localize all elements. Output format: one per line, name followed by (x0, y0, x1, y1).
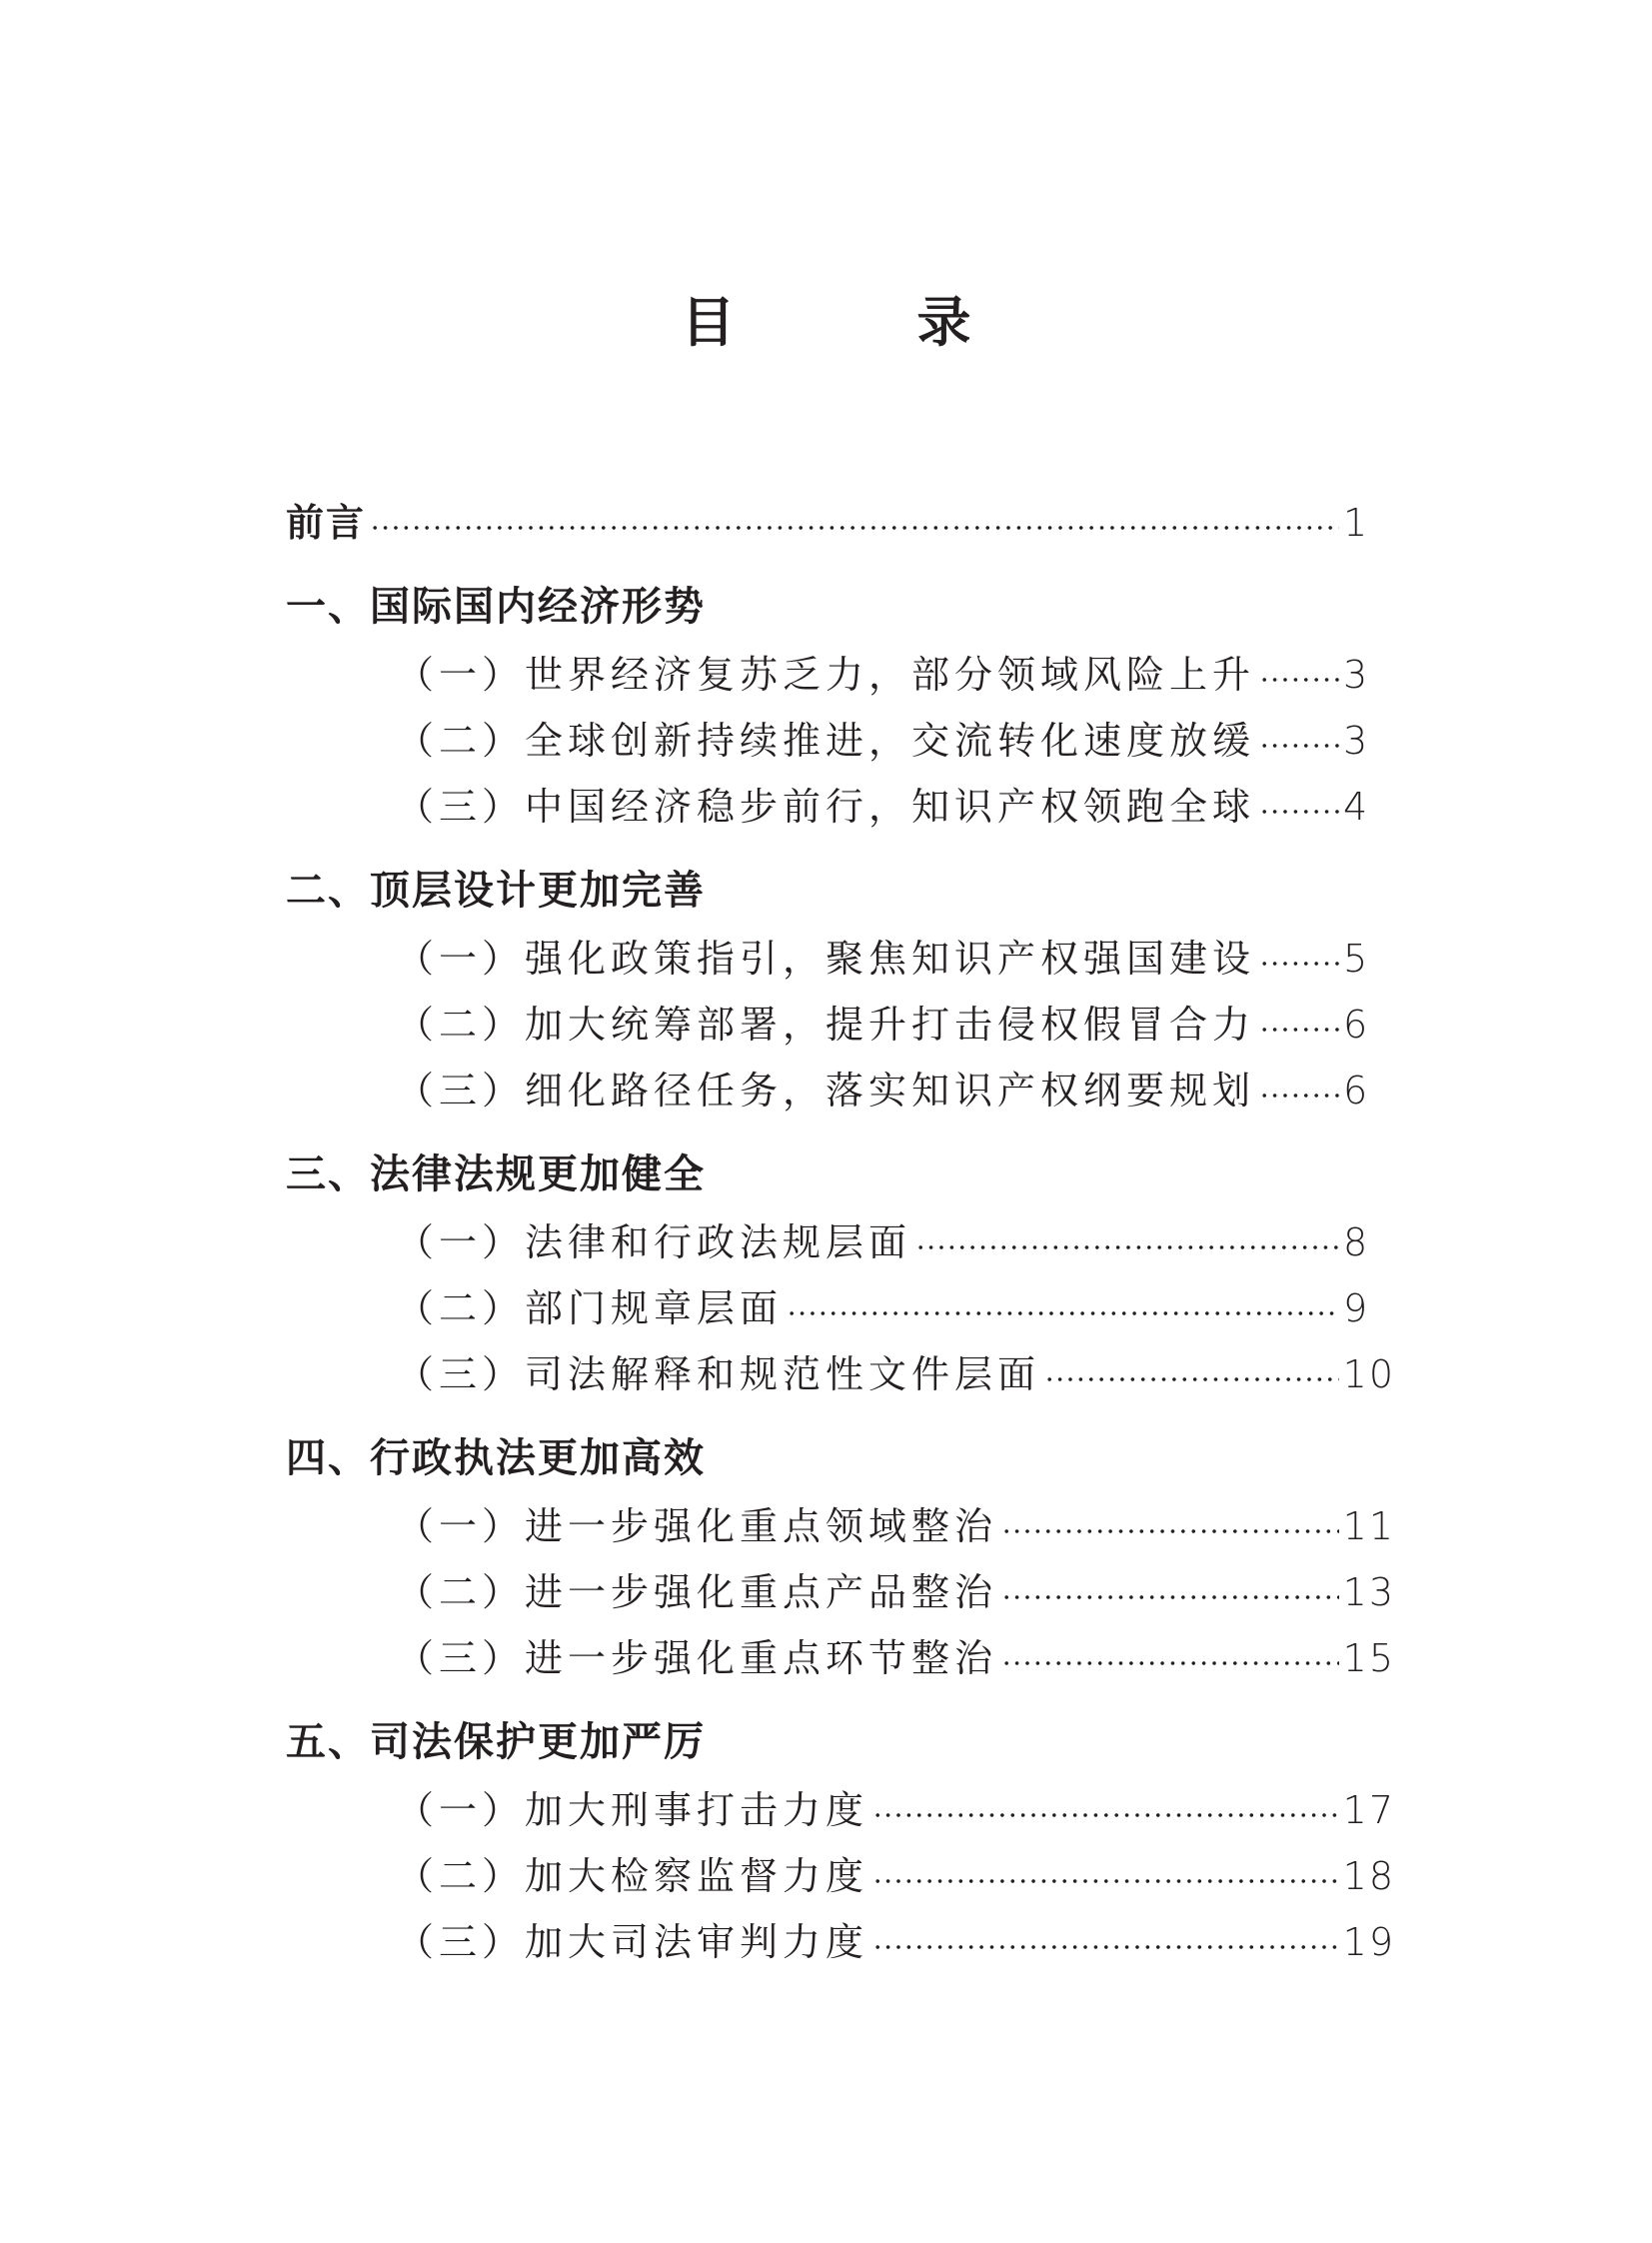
dot-leader (872, 1810, 1339, 1820)
toc-entry[interactable] (286, 1209, 1395, 1275)
toc-section-heading[interactable]: 四、行政执法更加高效 (286, 1435, 706, 1481)
toc-entry-preface[interactable] (286, 490, 1395, 556)
toc-page-number: 6 (1343, 1003, 1370, 1047)
toc-page-number: 6 (1343, 1069, 1370, 1113)
toc-page-number: 10 (1342, 1352, 1395, 1396)
toc-entry-label: （三）中国经济稳步前行，知识产权领跑全球 (396, 785, 1256, 829)
dot-leader (370, 523, 1339, 533)
toc-entry[interactable] (286, 1909, 1395, 1975)
dot-leader (1259, 807, 1339, 817)
toc-entry-label: （一）强化政策指引，聚焦知识产权强国建设 (396, 937, 1256, 981)
toc-entry[interactable] (286, 1559, 1395, 1625)
dot-leader (915, 1242, 1339, 1252)
toc-page-number: 5 (1343, 937, 1370, 981)
dot-leader (1259, 1025, 1339, 1035)
table-of-contents (286, 490, 1395, 1975)
dot-leader (1259, 741, 1339, 751)
toc-entry[interactable] (286, 1493, 1395, 1559)
dot-leader (1001, 1592, 1339, 1602)
toc-page-number: 13 (1342, 1570, 1395, 1614)
toc-entry-label: （一）世界经济复苏乏力，部分领域风险上升 (396, 653, 1256, 697)
dot-leader (1044, 1374, 1339, 1384)
toc-page-number: 1 (1343, 501, 1370, 545)
toc-entry-label: （二）部门规章层面 (396, 1286, 784, 1330)
toc-entry-label: （二）全球创新持续推进，交流转化速度放缓 (396, 719, 1256, 763)
toc-section-heading[interactable]: 一、国际国内经济形势 (286, 584, 706, 630)
toc-section-heading[interactable]: 三、法律法规更加健全 (286, 1151, 706, 1197)
toc-section-heading[interactable]: 五、司法保护更加严厉 (286, 1719, 706, 1765)
toc-page-number: 3 (1343, 653, 1370, 697)
toc-page-number: 8 (1343, 1220, 1370, 1264)
toc-entry[interactable] (286, 992, 1395, 1058)
toc-entry-label: （三）细化路径任务，落实知识产权纲要规划 (396, 1069, 1256, 1113)
toc-page-number: 15 (1342, 1636, 1395, 1680)
toc-section-heading[interactable]: 二、顶层设计更加完善 (286, 868, 706, 914)
dot-leader (787, 1308, 1339, 1318)
toc-entry-label: （三）进一步强化重点环节整治 (396, 1636, 998, 1680)
toc-entry[interactable] (286, 1777, 1395, 1843)
dot-leader (1001, 1658, 1339, 1668)
toc-entry-label: （三）司法解释和规范性文件层面 (396, 1352, 1041, 1396)
toc-entry-label: （三）加大司法审判力度 (396, 1920, 869, 1964)
dot-leader (1259, 675, 1339, 685)
toc-entry-label: （二）加大检察监督力度 (396, 1854, 869, 1898)
dot-leader (1259, 959, 1339, 969)
toc-entry[interactable] (286, 1275, 1395, 1341)
toc-page-number: 9 (1343, 1286, 1370, 1330)
toc-entry[interactable] (286, 708, 1395, 774)
toc-entry-label: （一）进一步强化重点领域整治 (396, 1504, 998, 1548)
dot-leader (1259, 1091, 1339, 1101)
dot-leader (872, 1876, 1339, 1886)
toc-entry[interactable] (286, 1843, 1395, 1909)
toc-page-number: 19 (1342, 1920, 1395, 1964)
toc-entry-label: （二）进一步强化重点产品整治 (396, 1570, 998, 1614)
toc-entry[interactable] (286, 926, 1395, 992)
toc-entry[interactable] (286, 1058, 1395, 1123)
toc-entry[interactable] (286, 774, 1395, 840)
toc-page-number: 17 (1342, 1788, 1395, 1832)
toc-entry[interactable] (286, 1341, 1395, 1407)
dot-leader (872, 1942, 1339, 1952)
toc-page-number: 3 (1343, 719, 1370, 763)
toc-entry[interactable] (286, 1625, 1395, 1691)
toc-entry-label: （一）加大刑事打击力度 (396, 1788, 869, 1832)
toc-entry-label: 前言 (286, 501, 367, 545)
toc-entry[interactable] (286, 642, 1395, 708)
toc-entry-label: （一）法律和行政法规层面 (396, 1220, 912, 1264)
toc-page-number: 4 (1343, 785, 1370, 829)
toc-entry-label: （二）加大统筹部署，提升打击侵权假冒合力 (396, 1003, 1256, 1047)
toc-page-number: 11 (1342, 1504, 1395, 1548)
page-title: 目 录 (681, 291, 1035, 354)
dot-leader (1001, 1526, 1339, 1536)
toc-page-number: 18 (1342, 1854, 1395, 1898)
